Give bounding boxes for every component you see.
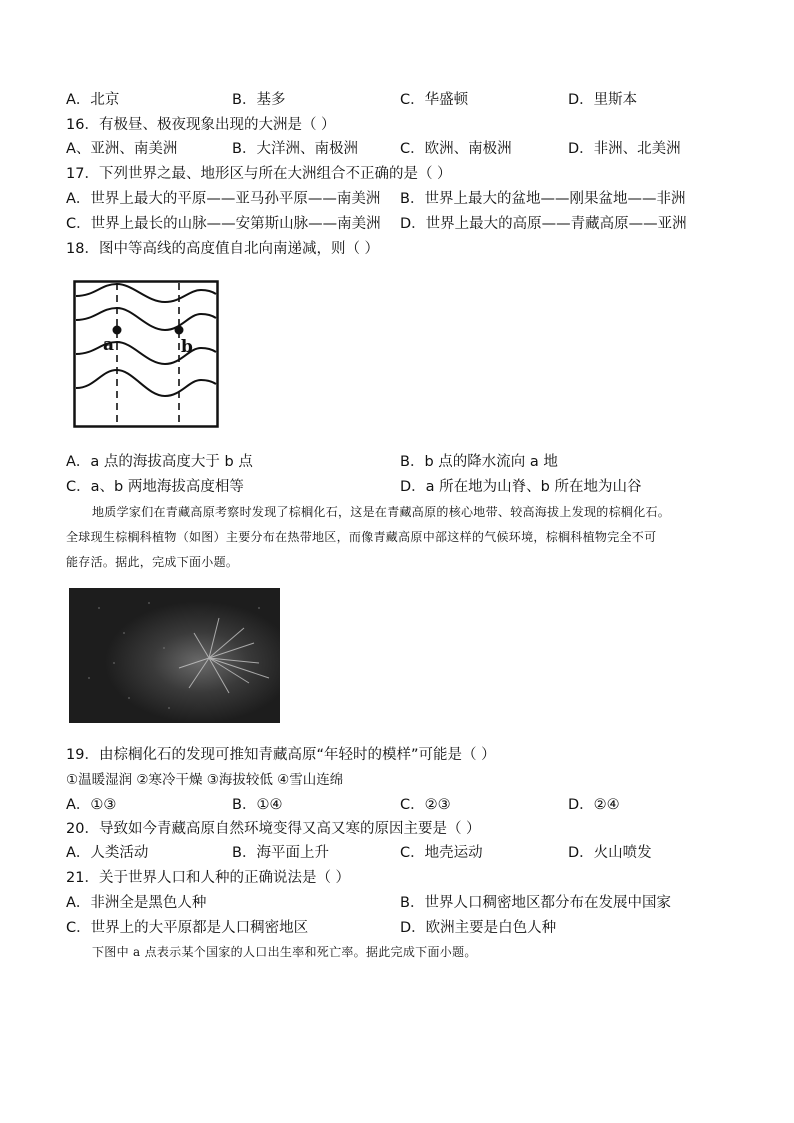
point-a bbox=[113, 326, 122, 335]
q18-option-a: A．a 点的海拔高度大于 b 点 bbox=[66, 454, 253, 470]
q19-choices: ①温暖湿润 ②寒冷干燥 ③海拔较低 ④雪山连绵 bbox=[66, 772, 344, 788]
q17-option-b: B．世界上最大的盆地——刚果盆地——非洲 bbox=[400, 191, 686, 207]
q16-option-d: D．非洲、北美洲 bbox=[568, 141, 681, 157]
q21-option-d: D．欧洲主要是白色人种 bbox=[400, 920, 557, 936]
q20-option-c: C．地壳运动 bbox=[400, 845, 483, 861]
passage1-line-1: 地质学家们在青藏高原考察时发现了棕榈化石，这是在青藏高原的核心地带、较高海拔上发现的棕榈化石。 bbox=[92, 505, 671, 519]
q16-option-b: B．大洋洲、南极洲 bbox=[232, 141, 358, 157]
q21-option-b: B．世界人口稠密地区都分布在发展中国家 bbox=[400, 895, 671, 911]
q15-option-a: A．北京 bbox=[66, 92, 120, 108]
q17-stem: 17．下列世界之最、地形区与所在大洲组合不正确的是（ ） bbox=[66, 166, 452, 182]
q19-stem: 19．由棕榈化石的发现可推知青藏高原“年轻时的模样”可能是（ ） bbox=[66, 747, 496, 763]
q15-option-d: D．里斯本 bbox=[568, 92, 638, 108]
q18-option-c: C．a、b 两地海拔高度相等 bbox=[66, 479, 244, 495]
q18-option-d: D．a 所在地为山脊、b 所在地为山谷 bbox=[400, 479, 642, 495]
q20-option-a: A．人类活动 bbox=[66, 845, 149, 861]
q15-option-b: B．基多 bbox=[232, 92, 286, 108]
q19-option-b: B．①④ bbox=[232, 797, 283, 813]
q21-option-a: A．非洲全是黑色人种 bbox=[66, 895, 207, 911]
contour-map-figure bbox=[73, 280, 219, 428]
passage1-line-3: 能存活。据此，完成下面小题。 bbox=[66, 555, 239, 569]
passage2: 下图中 a 点表示某个国家的人口出生率和死亡率。据此完成下面小题。 bbox=[92, 945, 477, 959]
q19-option-a: A．①③ bbox=[66, 797, 117, 813]
label-a: a bbox=[103, 335, 115, 355]
q19-option-c: C．②③ bbox=[400, 797, 451, 813]
q16-stem: 16．有极昼、极夜现象出现的大洲是（ ） bbox=[66, 117, 336, 133]
contour-map-frame bbox=[75, 282, 218, 427]
q20-option-b: B．海平面上升 bbox=[232, 845, 329, 861]
q19-option-d: D．②④ bbox=[568, 797, 620, 813]
q21-stem: 21．关于世界人口和人种的正确说法是（ ） bbox=[66, 870, 351, 886]
q15-option-c: C．华盛顿 bbox=[400, 92, 469, 108]
q18-stem: 18．图中等高线的高度值自北向南递减，则（ ） bbox=[66, 241, 380, 257]
q21-option-c: C．世界上的大平原都是人口稠密地区 bbox=[66, 920, 309, 936]
point-b bbox=[175, 326, 184, 335]
q17-option-c: C．世界上最长的山脉——安第斯山脉——南美洲 bbox=[66, 216, 381, 232]
q17-option-d: D．世界上最大的高原——青藏高原——亚洲 bbox=[400, 216, 687, 232]
q17-option-a: A．世界上最大的平原——亚马孙平原——南美洲 bbox=[66, 191, 381, 207]
q18-option-b: B．b 点的降水流向 a 地 bbox=[400, 454, 558, 470]
palm-plant-photo bbox=[69, 588, 280, 723]
passage1-line-2: 全球现生棕榈科植物（如图）主要分布在热带地区，而像青藏高原中部这样的气候环境，棕榈科植物完全不可 bbox=[66, 530, 657, 544]
q20-option-d: D．火山喷发 bbox=[568, 845, 652, 861]
label-b: b bbox=[181, 337, 193, 357]
q16-option-c: C．欧洲、南极洲 bbox=[400, 141, 512, 157]
q16-option-a: A、亚洲、南美洲 bbox=[66, 141, 178, 157]
q20-stem: 20．导致如今青藏高原自然环境变得又高又寒的原因主要是（ ） bbox=[66, 821, 481, 837]
